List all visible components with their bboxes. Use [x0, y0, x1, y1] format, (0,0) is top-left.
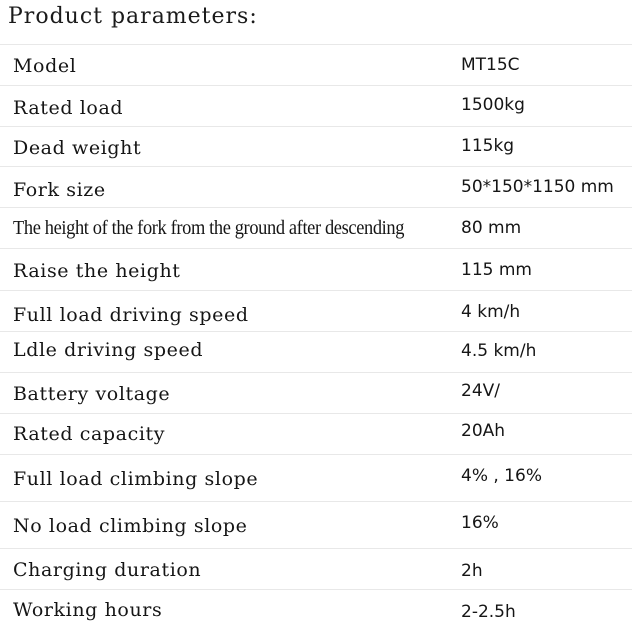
table-row-charging-duration	[0, 549, 632, 590]
param-label: Rated load	[13, 97, 124, 119]
param-value: 16%	[461, 513, 499, 533]
param-value: 2h	[461, 561, 483, 581]
table-row-idle-speed	[0, 332, 632, 373]
param-value: 2-2.5h	[461, 602, 516, 622]
table-row-raise-height	[0, 249, 632, 291]
param-label: Rated capacity	[13, 423, 166, 445]
table-row-fork-height	[0, 208, 632, 249]
param-label: Battery voltage	[13, 383, 171, 405]
param-label: Working hours	[13, 599, 163, 621]
parameters-table	[0, 44, 632, 630]
param-value: 115 mm	[461, 260, 532, 280]
param-label: The height of the fork from the ground after descending	[13, 217, 405, 239]
table-row-battery-voltage	[0, 373, 632, 414]
param-value: 50*150*1150 mm	[461, 177, 614, 197]
param-label: Dead weight	[13, 137, 142, 159]
table-row-working-hours	[0, 590, 632, 630]
param-label: Full load driving speed	[13, 304, 249, 326]
param-value: 1500kg	[461, 95, 525, 115]
param-label: Fork size	[13, 179, 106, 201]
table-row-model	[0, 44, 632, 86]
table-row-full-load-speed	[0, 291, 632, 332]
table-row-rated-capacity	[0, 414, 632, 455]
table-row-dead-weight	[0, 127, 632, 167]
page-title: Product parameters:	[8, 4, 258, 29]
param-label: Ldle driving speed	[13, 339, 204, 361]
param-value: 4 km/h	[461, 302, 521, 322]
param-value: 115kg	[461, 136, 515, 156]
param-value: 24V/	[461, 381, 500, 401]
table-row-no-load-slope	[0, 502, 632, 549]
param-value: 20Ah	[461, 421, 506, 441]
param-label: Charging duration	[13, 559, 202, 581]
table-row-full-load-slope	[0, 455, 632, 502]
param-label: Raise the height	[13, 260, 181, 282]
param-label: No load climbing slope	[13, 515, 248, 537]
param-value: 80 mm	[461, 218, 522, 238]
param-value: 4.5 km/h	[461, 341, 537, 361]
table-row-fork-size	[0, 167, 632, 208]
param-label: Full load climbing slope	[13, 468, 259, 490]
param-value: 4% , 16%	[461, 466, 542, 486]
param-label: Model	[13, 55, 77, 77]
table-row-rated-load	[0, 86, 632, 127]
param-value: MT15C	[461, 55, 520, 75]
